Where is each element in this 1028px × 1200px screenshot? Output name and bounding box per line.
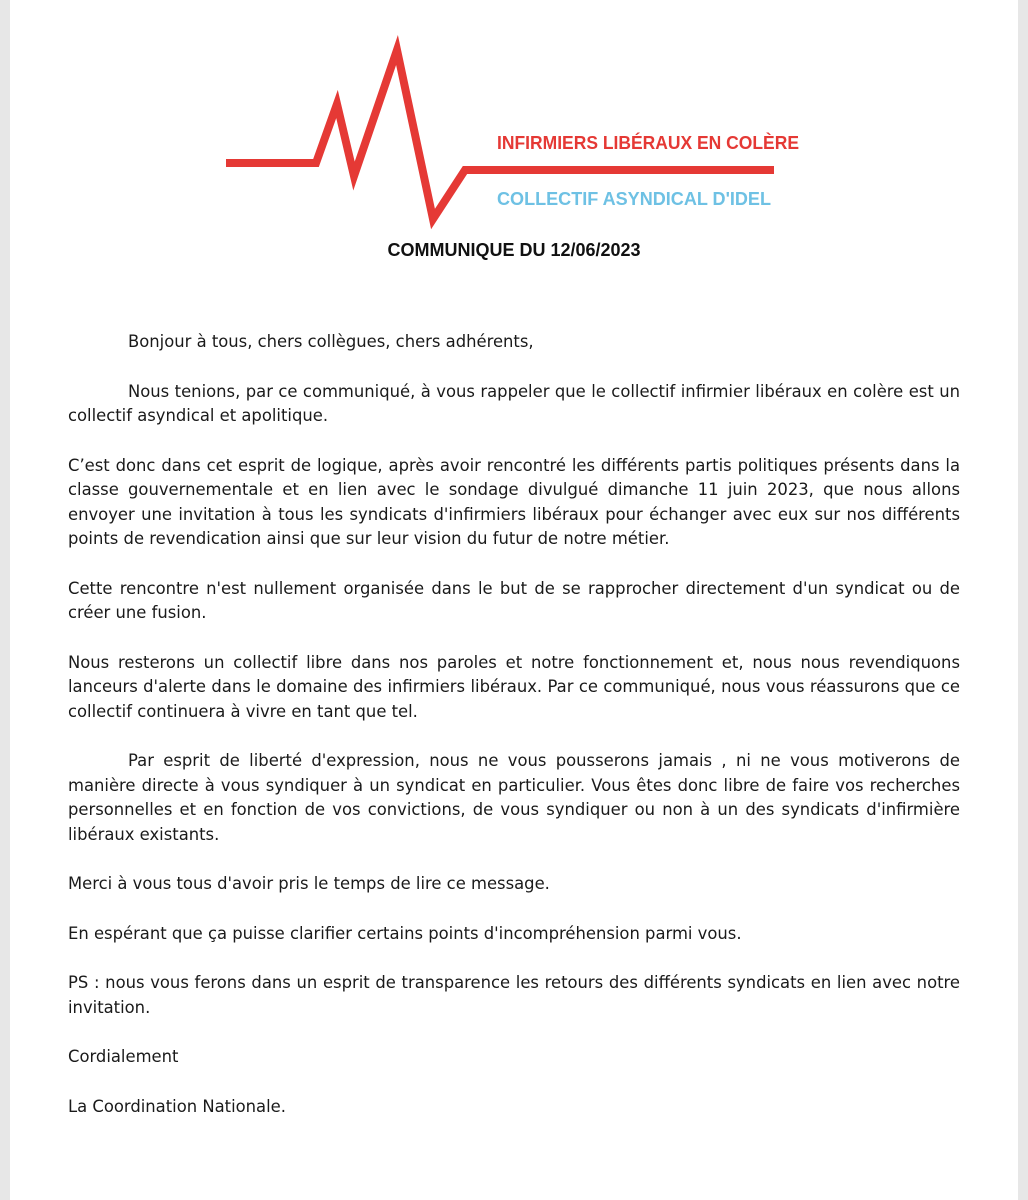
body-paragraph: Cette rencontre n'est nullement organisée dans le but de se rapprocher directement d'un syndicat ou de créer une fusion. — [68, 578, 960, 622]
postscript-paragraph: PS : nous vous ferons dans un esprit de transparence les retours des différents syndicats en lien avec notre invitation. — [68, 973, 960, 1017]
document-title: COMMUNIQUE DU 12/06/2023 — [387, 240, 641, 260]
logo — [10, 0, 1018, 240]
document-body — [68, 330, 960, 1144]
body-paragraph: Nous resterons un collectif libre dans nos paroles et notre fonctionnement et, nous nous revendiquons lanceurs d'alerte dans le domaine des infirmiers libéraux. Par ce communiqué, nous vous réassurons que ce collectif continuera à vivre en tant que tel. — [68, 652, 960, 721]
body-paragraph: C’est donc dans cet esprit de logique, après avoir rencontré les différents partis politiques présents dans la classe gouvernementale et en lien avec le sondage divulgué dimanche 11 juin 2023, que nous allons envoyer une invitation à tous les syndicats d'infirmiers libéraux pour échanger avec eux sur nos différents points de revendication ainsi que sur leur vision du futur de notre métier. — [68, 455, 960, 548]
closing-salutation: Cordialement — [68, 1047, 179, 1066]
signature: La Coordination Nationale. — [68, 1096, 286, 1116]
body-paragraph: En espérant que ça puisse clarifier certains points d'incompréhension parmi vous. — [68, 923, 742, 943]
greeting-paragraph: Bonjour à tous, chers collègues, chers adhérents, — [128, 332, 534, 351]
logo-title: INFIRMIERS LIBÉRAUX EN COLÈRE — [497, 132, 799, 153]
body-paragraph: Par esprit de liberté d'expression, nous ne vous pousserons jamais , ni ne vous motiverons de manière directe à vous syndiquer à un syndicat en particulier. Vous êtes donc libre de faire vos recherches personnelles et en fonction de vos convictions, de vous syndiquer ou non à un des syndicats d'infirmière libéraux existants. — [68, 751, 960, 844]
document-page — [10, 0, 1018, 1200]
body-paragraph: Merci à vous tous d'avoir pris le temps de lire ce message. — [68, 874, 550, 893]
logo-subtitle: COLLECTIF ASYNDICAL D'IDEL — [497, 188, 771, 209]
body-paragraph: Nous tenions, par ce communiqué, à vous rappeler que le collectif infirmier libéraux en colère est un collectif asyndical et apolitique. — [68, 381, 960, 425]
